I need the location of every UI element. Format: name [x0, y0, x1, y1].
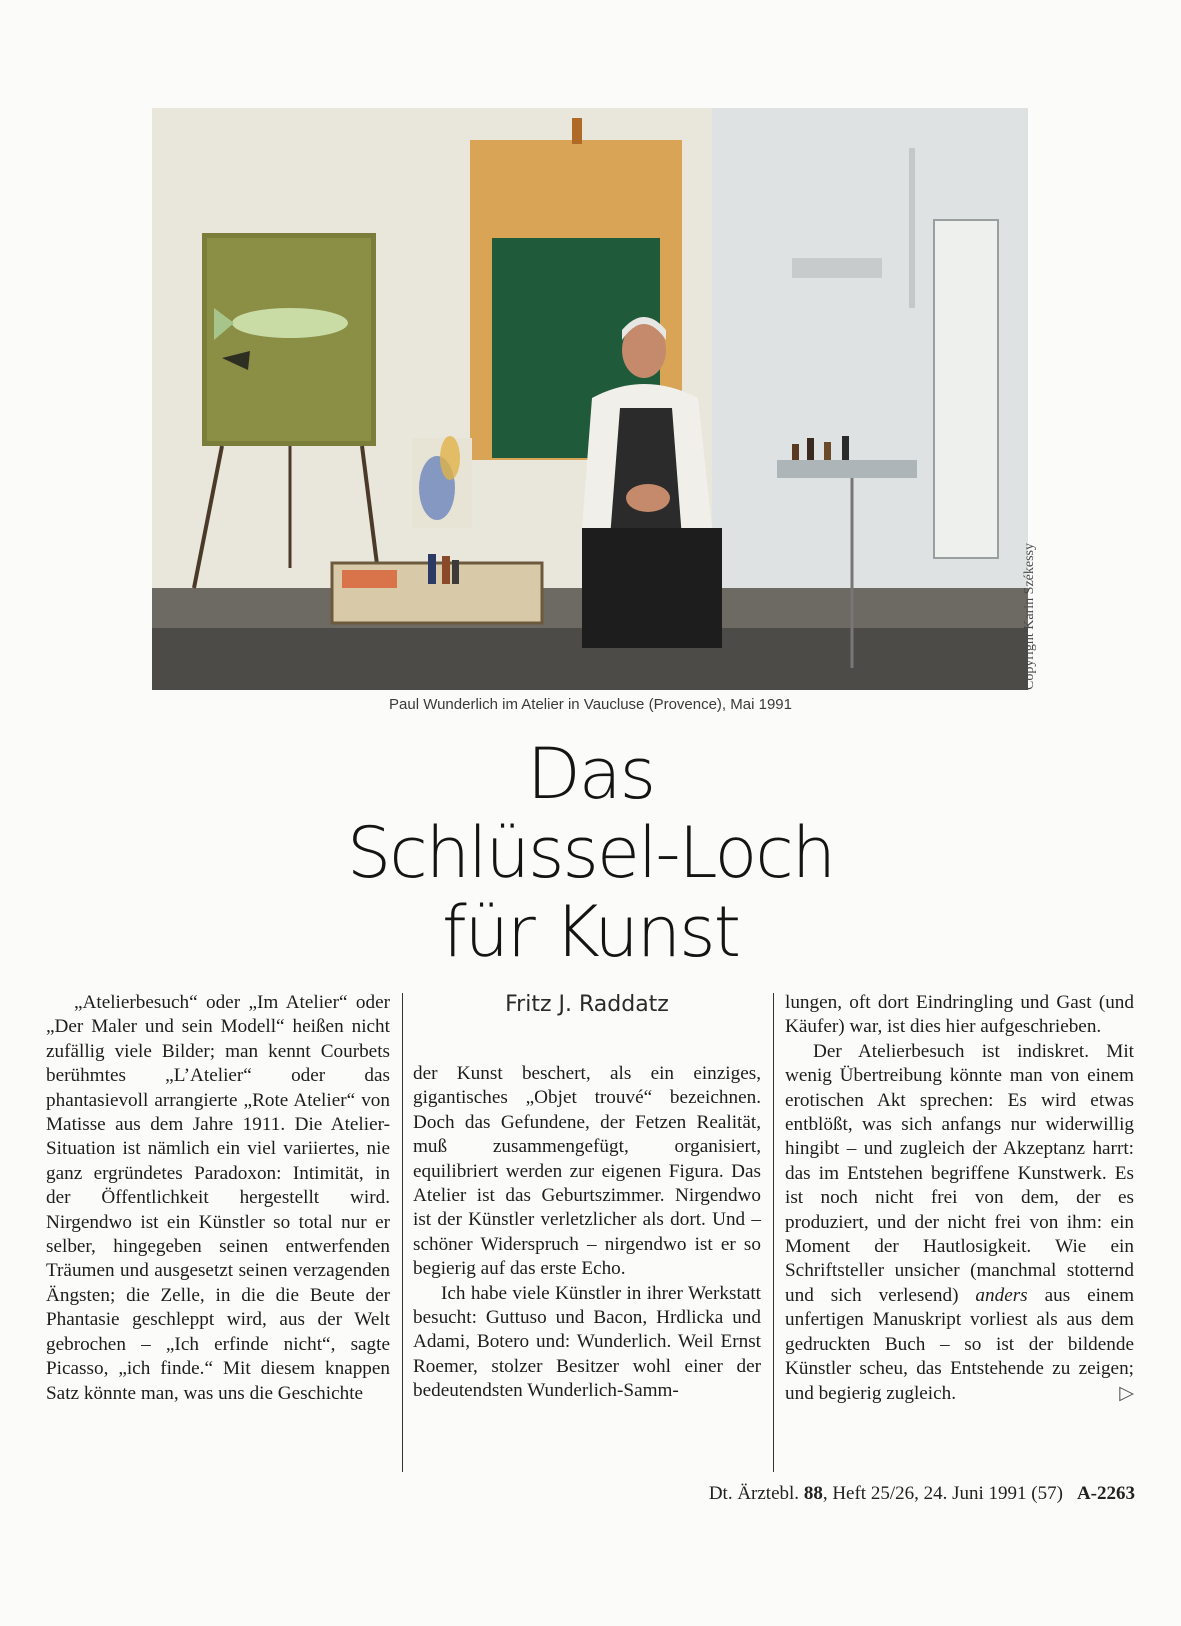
paragraph: „Atelierbesuch“ oder „Im Atelier“ oder „Der Maler und sein Modell“ heißen nicht zufällig viele Bilder; man kennt Courbets berühmtes „L’Atelier“ oder das phantasievoll arrangierte „Rote Atelier“ von Matisse aus dem Jahre 1911. Die Atelier-Situation ist nämlich ein viel variiertes, nie ganz ergründetes Paradoxon: Intimität, in der Öffentlichkeit hergestellt wird. Nirgendwo ist ein Künstler so total nur er selber, hingegeben seinen entwerfenden Träumen und ausgesetzt seinen verzagenden Ängsten; die Zelle, in die die Beute der Phantasie geschleppt wird, aus der Welt gebrochen – „Ich erfinde nicht“, sagte Picasso, „ich finde.“ Mit diesem knappen Satz könnte man, was uns die Geschichte [46, 992, 390, 1404]
column-3 [785, 991, 1134, 1406]
photo-caption: Paul Wunderlich im Atelier in Vaucluse (Provence), Mai 1991 [389, 696, 792, 713]
paragraph-text: aus einem unfertigen Manuskript vorliest als aus dem gedruckten Buch – so ist der bildende Künstler scheu, das Entstehende zu zeigen; und begierig zugleich. [785, 1284, 1134, 1404]
paragraph [785, 1040, 1134, 1406]
article-author: Fritz J. Raddatz [505, 992, 669, 1017]
journal-issue: , Heft 25/26, 24. Juni 1991 (57) [822, 1483, 1063, 1504]
page-number: A-2263 [1076, 1483, 1135, 1504]
continue-arrow-icon: ▷ [1119, 1382, 1134, 1404]
paragraph: lungen, oft dort Eindringling und Gast (und Käufer) war, ist dies hier aufgeschrieben. [785, 992, 1134, 1038]
title-line-3: für Kunst [441, 891, 740, 973]
article-title [0, 735, 1181, 972]
studio-photo [152, 108, 1028, 690]
paragraph: der Kunst beschert, als ein einziges, gigantisches „Objet trouvé“ bezeichnen. Doch das Gefundene, der Fetzen Realität, muß zusammengefügt, organisiert, equilibriert werden zur eigenen Figura. Das Atelier ist das Geburtszimmer. Nirgendwo ist der Künstler verletzlicher als dort. Und – schöner Widerspruch – nirgendwo ist er so begierig auf das erste Echo. [413, 1063, 761, 1280]
column-1 [46, 991, 390, 1406]
title-line-2: Schlüssel-Loch [346, 812, 835, 894]
emphasis-text: anders [975, 1284, 1028, 1306]
paragraph: Ich habe viele Künstler in ihrer Werkstatt besucht: Guttuso und Bacon, Hrdlicka und Adami, Botero und: Wunderlich. Weil Ernst Roemer, stolzer Besitzer wohl einer der bedeutendsten Wunderlich-Samm- [413, 1282, 761, 1402]
photo-copyright: Copyright Karin Székessy [1022, 543, 1037, 690]
title-line-1: Das [526, 733, 655, 815]
journal-name: Dt. Ärztebl. [708, 1483, 800, 1504]
journal-volume: 88 [803, 1483, 823, 1504]
studio-photo-illustration [152, 108, 1028, 690]
column-2 [413, 1062, 761, 1404]
paragraph-text: Der Atelierbesuch ist indiskret. Mit wenig Übertreibung könnte man von einem erotischen Akt sprechen: Es wird etwas entblößt, was sich anfangs nur widerwillig hingibt – und zugleich der Akzeptanz harrt: das im Entstehen begriffene Kunstwerk. Es ist noch nicht frei von dem, der es produziert, und der nicht frei von ihm: ein Moment der Hautlosigkeit. Wie ein Schriftsteller unsicher (manchmal stotternd und sich verlesend) [785, 1040, 1134, 1306]
column-rule-left [402, 993, 403, 1472]
page-footer [709, 1483, 1135, 1505]
column-rule-right [773, 993, 774, 1472]
